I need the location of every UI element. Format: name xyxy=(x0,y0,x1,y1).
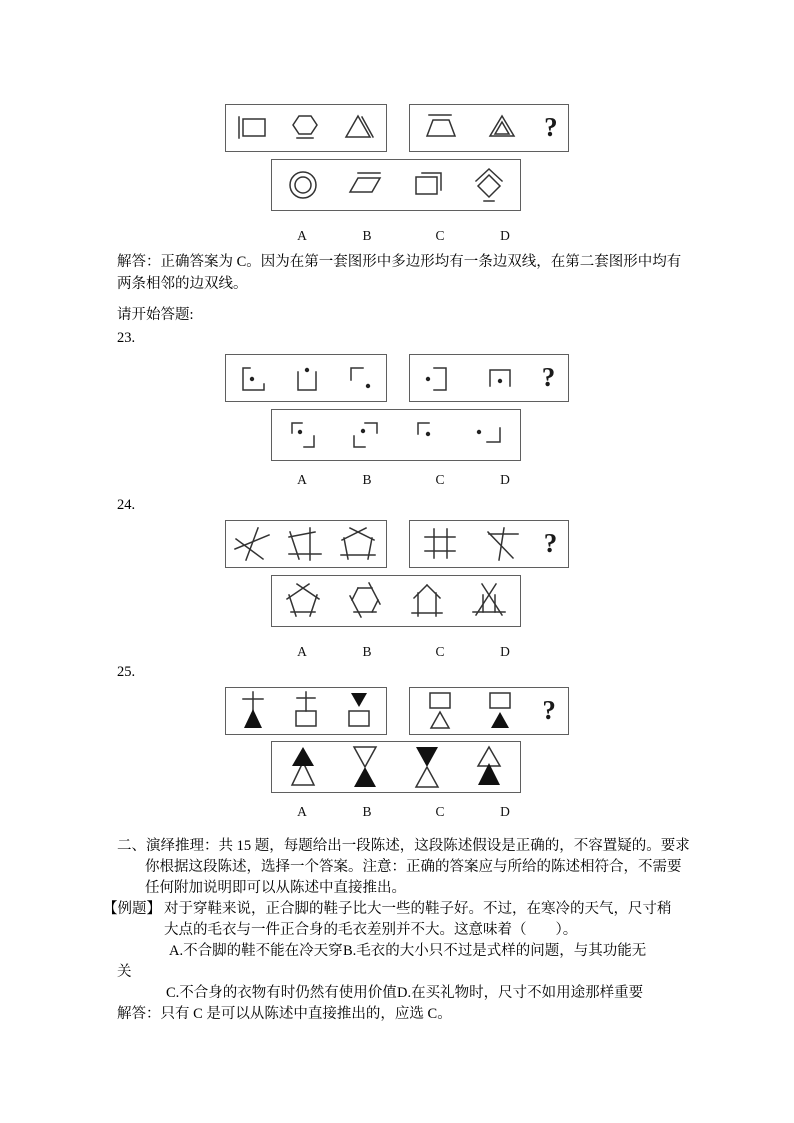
q25-option-label-d: D xyxy=(500,804,510,819)
q25-set1-box xyxy=(225,687,387,735)
q23-set1-shape3-corner-dot xyxy=(342,360,376,396)
q24-set1-shape1-three-lines xyxy=(233,526,273,562)
q23-set2-shape1-right-bracket-dot xyxy=(423,360,457,396)
q23-option-label-a: A xyxy=(297,472,307,487)
q24-answer-a-pentagon-crossed xyxy=(283,582,323,620)
q24-option-label-b: B xyxy=(362,644,372,659)
section2-stem-line1: 对于穿鞋来说，正合脚的鞋子比大一些的鞋子好。不过，在寒冷的天气，尺寸稍 xyxy=(164,901,672,917)
q25-question-mark: ? xyxy=(542,694,556,725)
solution1-line1: 解答：正确答案为 C。因为在第一套图形中多边形均有一条边双线，在第二套图形中均有 xyxy=(117,254,682,270)
q24-answer-c-house-extended xyxy=(407,582,447,620)
example-answers-box xyxy=(271,159,521,211)
q23-question-mark: ? xyxy=(541,361,556,392)
example-answer-c-square-doubled-corner xyxy=(408,164,448,206)
start-prompt: 请开始答题: xyxy=(117,307,194,323)
q25-answer-d-white-over-black-up xyxy=(471,744,507,790)
q24-set2-shape1-hash xyxy=(421,526,461,562)
q25-set2-shape2-rectangle-blacktriangle xyxy=(482,690,518,732)
q25-set2-shape1-rectangle-whitetriangle xyxy=(422,690,458,732)
section2-option-d: D.在买礼物时，尺寸不如用途那样重要 xyxy=(397,985,644,1001)
example-set2-box xyxy=(409,104,569,152)
q24-answers-box xyxy=(271,575,521,627)
example-option-label-c: C xyxy=(435,228,445,243)
example-set1-shape-triangle-doubled-right xyxy=(339,109,379,147)
q23-answer-c xyxy=(409,416,445,454)
q24-set1-box xyxy=(225,520,387,568)
q24-answer-b-hexagon-crossed xyxy=(345,582,385,620)
q24-option-label-c: C xyxy=(435,644,445,659)
q24-option-label-a: A xyxy=(297,644,307,659)
q24-option-label-d: D xyxy=(500,644,510,659)
example-set1-shape-hexagon-underline xyxy=(286,109,326,147)
section2-option-a: A.不合脚的鞋不能在冷天穿 xyxy=(169,943,343,959)
example-set1-shape-rect-doubled-left xyxy=(233,109,273,147)
q25-set1-shape2-cross-rectangle xyxy=(288,690,324,732)
section2-example-label: 【例题】 xyxy=(103,901,161,917)
q25-option-label-a: A xyxy=(297,804,307,819)
q24-set1-shape3-five-lines xyxy=(339,526,379,562)
q25-answer-b-white-down-black-up xyxy=(347,744,383,790)
q25-option-label-c: C xyxy=(435,804,445,819)
q23-answer-a xyxy=(285,416,321,454)
q25-set2-box xyxy=(409,687,569,735)
example-set2-shape-nested-triangles xyxy=(483,109,523,147)
q24-set2-shape2-three-lines xyxy=(482,526,522,562)
q25-answer-a-black-over-white-up xyxy=(285,744,321,790)
q23-set2-box xyxy=(409,354,569,402)
q24-number: 24. xyxy=(117,497,136,513)
q23-option-label-c: C xyxy=(435,472,445,487)
q23-answer-d xyxy=(471,416,507,454)
example-answer-b-parallelogram-topline xyxy=(344,164,386,206)
q23-option-label-d: D xyxy=(500,472,510,487)
section2-heading-line1: 二、演绎推理：共 15 题，每题给出一段陈述，这段陈述假设是正确的，不容置疑的。要求 xyxy=(117,838,690,854)
section2-stem-line2: 大点的毛衣与一件正合身的毛衣差别并不大。这意味着（ ）。 xyxy=(164,922,578,938)
q23-set1-box xyxy=(225,354,387,402)
q24-set1-shape2-four-lines xyxy=(286,526,326,562)
q23-set1-shape1-open-square-dot xyxy=(236,360,270,396)
q23-number: 23. xyxy=(117,330,136,346)
q25-answers-box xyxy=(271,741,521,793)
example-question-mark: ? xyxy=(544,111,558,142)
q24-answer-d-triangle-crossed xyxy=(469,582,509,620)
q23-set2-shape2-n-bracket-dot xyxy=(482,360,516,396)
section2-heading-line2: 你根据这段陈述，选择一个答案。注意：正确的答案应与所给的陈述相符合，不需要 xyxy=(145,859,682,875)
section2-option-b: B.毛衣的大小只不过是式样的问题，与其功能无 xyxy=(343,943,647,959)
section2-option-b-continuation: 关 xyxy=(117,964,132,980)
example-set1-box xyxy=(225,104,387,152)
section2-solution: 解答：只有 C 是可以从陈述中直接推出的，应选 C。 xyxy=(117,1006,452,1022)
q24-set2-box xyxy=(409,520,569,568)
example-set2-shape-trapezoid-topline xyxy=(420,109,462,147)
example-option-label-a: A xyxy=(297,228,307,243)
q23-option-label-b: B xyxy=(362,472,372,487)
q23-set1-shape2-u-bracket-dot xyxy=(289,360,323,396)
q23-answers-box xyxy=(271,409,521,461)
q25-set1-shape3-blacktriangle-rectangle xyxy=(341,690,377,732)
section2-heading-line3: 任何附加说明即可以从陈述中直接推出。 xyxy=(145,880,406,896)
q25-set1-shape1-cross-black-triangle xyxy=(235,690,271,732)
q24-question-mark: ? xyxy=(543,527,558,558)
q25-option-label-b: B xyxy=(362,804,372,819)
example-option-label-d: D xyxy=(500,228,510,243)
example-option-label-b: B xyxy=(362,228,372,243)
q25-number: 25. xyxy=(117,664,136,680)
solution1-line2: 两条相邻的边双线。 xyxy=(117,276,248,292)
example-answer-a-double-circle xyxy=(283,164,323,206)
section2-option-c: C.不合身的衣物有时仍然有使用价值 xyxy=(166,985,397,1001)
q23-answer-b xyxy=(347,416,383,454)
example-answer-d-diamond-chevron xyxy=(469,164,509,206)
q25-answer-c-black-down-white-up xyxy=(409,744,445,790)
